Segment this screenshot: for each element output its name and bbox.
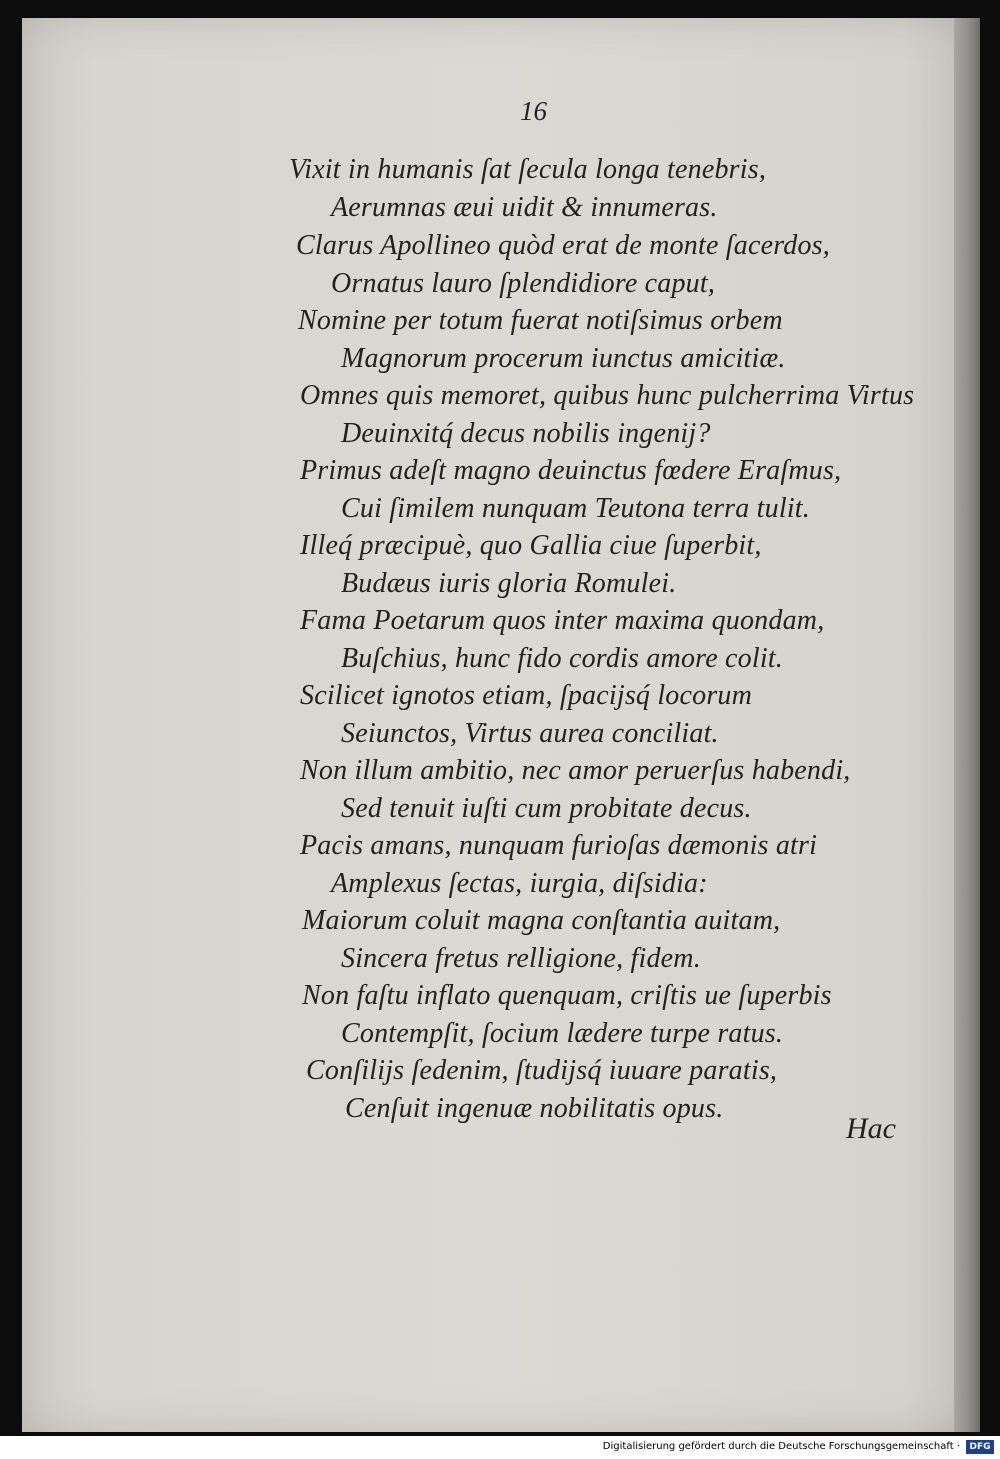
page-edge	[954, 18, 980, 1432]
poem-line: Omnes quis memoret, quibus hunc pulcherrima Virtus	[300, 380, 915, 411]
poem-line: Cenſuit ingenuæ nobilitatis opus.	[345, 1093, 724, 1124]
poem-line: Budæus iuris gloria Romulei.	[341, 568, 677, 599]
dfg-logo-icon: DFG	[966, 1440, 994, 1454]
catchword: Hac	[846, 1112, 896, 1145]
poem-line: Illeq́ præcipuè, quo Gallia ciue ſuperbit,	[300, 530, 762, 561]
poem-line: Scilicet ignotos etiam, ſpacijsq́ locorum	[300, 680, 753, 711]
poem-line: Fama Poetarum quos inter maxima quondam,	[300, 605, 825, 636]
poem-line: Ornatus lauro ſplendidiore caput,	[331, 268, 716, 299]
poem-line: Sincera fretus relligione, fidem.	[341, 943, 701, 974]
poem-line: Clarus Apollineo quòd erat de monte ſacerdos,	[296, 230, 830, 261]
poem-line: Non illum ambitio, nec amor peruerſus habendi,	[300, 755, 851, 786]
footer-bar	[0, 1436, 1000, 1459]
poem-line: Cui ſimilem nunquam Teutona terra tulit.	[341, 493, 810, 524]
poem-line: Deuinxitq́ decus nobilis ingenij?	[341, 418, 711, 449]
poem-line: Aerumnas æui uidit & innumeras.	[331, 192, 718, 223]
poem-line: Vixit in humanis ſat ſecula longa tenebris,	[289, 154, 767, 185]
poem-line: Contempſit, ſocium lædere turpe ratus.	[341, 1018, 784, 1049]
poem-line: Magnorum procerum iunctus amicitiæ.	[341, 343, 786, 374]
funding-credit: Digitalisierung gefördert durch die Deutsche Forschungsgemeinschaft ·	[602, 1441, 960, 1452]
poem-line: Buſchius, hunc fido cordis amore colit.	[341, 643, 784, 674]
poem-line: Seiunctos, Virtus aurea conciliat.	[341, 718, 719, 749]
poem-line: Primus adeſt magno deuinctus fœdere Eraſmus,	[300, 455, 842, 486]
poem-line: Pacis amans, nunquam furioſas dæmonis atri	[300, 830, 818, 861]
page-number: 16	[520, 96, 547, 126]
poem-line: Amplexus ſectas, iurgia, diſsidia:	[331, 868, 708, 899]
poem-line: Nomine per totum fuerat notiſsimus orbem	[298, 305, 783, 336]
poem-line: Sed tenuit iuſti cum probitate decus.	[341, 793, 752, 824]
poem-line: Conſilijs ſedenim, ſtudijsq́ iuuare paratis,	[306, 1055, 778, 1086]
poem-line: Maiorum coluit magna conſtantia auitam,	[302, 905, 781, 936]
poem-line: Non faſtu inflato quenquam, criſtis ue ſuperbis	[302, 980, 832, 1011]
